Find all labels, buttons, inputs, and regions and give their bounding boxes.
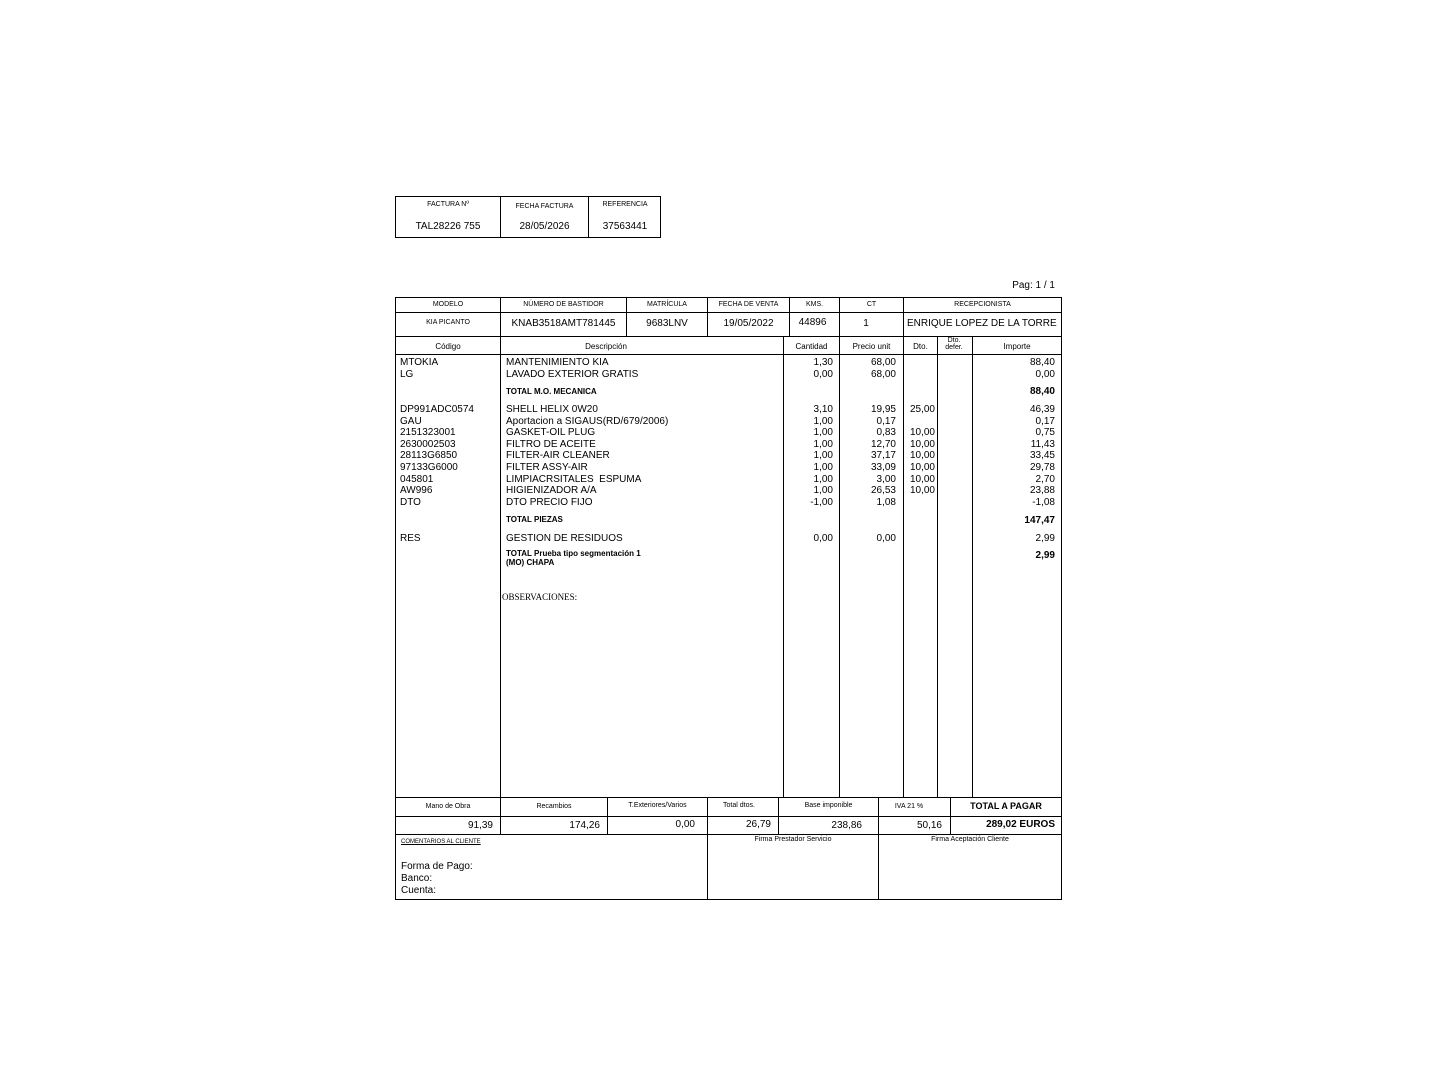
fecha-factura-label: FECHA FACTURA	[515, 203, 574, 210]
fecha-venta-value: 19/05/2022	[723, 318, 774, 329]
item-dto	[904, 497, 935, 509]
col-dto: Dto.	[913, 342, 928, 351]
referencia-label: REFERENCIA	[602, 201, 648, 208]
labor-descs	[506, 357, 638, 380]
item-qty: 1,00	[813, 415, 833, 427]
labor-prices	[840, 357, 896, 380]
item-code: 28113G6850	[400, 450, 458, 462]
modelo-label: MODELO	[432, 301, 464, 308]
item-dto: 10,00	[909, 427, 935, 439]
parts-descs	[506, 404, 668, 508]
col-importe: Importe	[1003, 342, 1031, 351]
referencia-value: 37563441	[602, 221, 648, 232]
factura-number: TAL28226 755	[415, 221, 481, 232]
total-other-label: TOTAL Prueba tipo segmentación 1	[506, 549, 641, 558]
comentarios-label: COMENTARIOS AL CLIENTE	[401, 839, 481, 845]
item-amount: 23,88	[1029, 485, 1055, 497]
item-amount: 0,17	[1035, 415, 1055, 427]
total-parts-amount: 147,47	[1024, 515, 1055, 526]
base-imponible-label: Base imponible	[804, 802, 853, 809]
col-descripcion: Descripción	[585, 342, 627, 351]
item-dto: 10,00	[909, 461, 935, 473]
item-amount: 29,78	[1029, 461, 1055, 473]
total-labor-label: TOTAL M.O. MECANICA	[506, 387, 597, 396]
item-desc: LAVADO EXTERIOR GRATIS	[506, 368, 639, 380]
matricula-value: 9683LNV	[646, 318, 688, 329]
item-qty: 1,00	[813, 473, 833, 485]
labor-qtys	[784, 357, 833, 380]
total-labor-amount: 88,40	[1029, 386, 1055, 397]
iva-label: IVA 21 %	[894, 803, 924, 810]
item-code: MTOKIA	[400, 357, 439, 368]
item-desc: FILTER-AIR CLEANER	[506, 450, 610, 462]
item-dto: 10,00	[909, 473, 935, 485]
firma-cliente: Firma Aceptación Cliente	[931, 836, 1009, 843]
banco: Banco:	[401, 873, 433, 884]
item-code: 97133G6000	[400, 461, 458, 473]
row-line	[395, 816, 1061, 817]
matricula-label: MATRÍCULA	[647, 301, 687, 308]
item-qty: 1,00	[813, 485, 833, 497]
parts-prices	[840, 404, 896, 508]
labor-amounts	[973, 357, 1055, 380]
item-code: AW996	[400, 485, 433, 497]
item-amount: 2,70	[1035, 473, 1055, 485]
factura-label: FACTURA Nº	[427, 201, 469, 208]
observaciones-label: OBSERVACIONES:	[502, 592, 578, 602]
col-cantidad: Cantidad	[795, 342, 828, 351]
item-code: GAU	[400, 415, 422, 427]
item-qty: 1,00	[813, 427, 833, 439]
item-price: 37,17	[870, 450, 896, 462]
col-line	[500, 336, 501, 797]
item-amount: -1,08	[1032, 496, 1055, 508]
item-dto: 10,00	[909, 485, 935, 497]
item-desc: Aportacion a SIGAUS(RD/679/2006)	[506, 415, 669, 427]
total-parts-label: TOTAL PIEZAS	[506, 515, 563, 524]
item-desc: GESTION DE RESIDUOS	[506, 533, 623, 544]
page-number: Pag: 1 / 1	[1012, 280, 1055, 291]
parts-qtys	[784, 404, 833, 508]
total-other-label: (MO) CHAPA	[506, 558, 555, 567]
parts-amounts	[973, 404, 1055, 508]
col-codigo: Código	[435, 342, 461, 351]
col-precio: Precio unit	[852, 342, 891, 351]
item-qty: 1,00	[813, 438, 833, 450]
item-qty: 1,00	[813, 461, 833, 473]
item-qty: 0,00	[813, 368, 833, 380]
col-dto-defer: Dto. defer.	[945, 337, 963, 351]
kms-label: KMS.	[805, 301, 824, 308]
labor-codes	[400, 357, 438, 380]
cuenta: Cuenta:	[401, 885, 437, 896]
item-desc: HIGIENIZADOR A/A	[506, 485, 597, 497]
col-line	[937, 336, 938, 797]
bastidor-label: NÚMERO DE BASTIDOR	[523, 301, 604, 308]
total-dtos-value: 26,79	[745, 819, 771, 830]
item-desc: FILTER ASSY-AIR	[506, 461, 588, 473]
item-code: LG	[400, 368, 414, 380]
fecha-venta-label: FECHA DE VENTA	[718, 301, 779, 308]
item-dto: 10,00	[909, 438, 935, 450]
item-amount: 88,40	[1029, 357, 1055, 368]
item-amount: 11,43	[1030, 438, 1055, 450]
item-code: RES	[400, 533, 421, 544]
item-price: 12,70	[870, 438, 896, 450]
bastidor-value: KNAB3518AMT781445	[511, 318, 616, 329]
item-dto: 25,00	[909, 404, 935, 415]
exteriores-label: T.Exteriores/Varios	[628, 802, 687, 809]
recambios-value: 174,26	[569, 820, 600, 831]
item-price: 33,09	[870, 461, 896, 473]
ct-value: 1	[863, 318, 869, 329]
row-line	[395, 797, 1061, 798]
kms-value: 44896	[798, 317, 827, 328]
item-qty: 0,00	[813, 533, 833, 544]
total-a-pagar-value: 289,02 EUROS	[986, 819, 1055, 830]
item-desc: MANTENIMIENTO KIA	[506, 357, 609, 368]
item-qty: 1,00	[813, 450, 833, 462]
item-price: 19,95	[870, 404, 896, 415]
item-code: 2151323001	[400, 427, 456, 439]
item-price: 3,00	[876, 473, 896, 485]
parts-codes	[400, 404, 474, 508]
item-code: 2630002503	[400, 438, 456, 450]
item-code: DTO	[400, 496, 421, 508]
fecha-factura-value: 28/05/2026	[519, 221, 570, 232]
total-dtos-label: Total dtos.	[723, 802, 755, 809]
item-amount: 0,00	[1035, 368, 1055, 380]
item-desc: LIMPIACRSITALES ESPUMA	[506, 473, 642, 485]
item-code: DP991ADC0574	[400, 404, 474, 415]
item-amount: 0,75	[1035, 427, 1055, 439]
item-qty: 1,30	[813, 357, 833, 368]
item-price: 0,83	[876, 427, 896, 439]
mano-obra-label: Mano de Obra	[425, 803, 471, 810]
item-price: 0,00	[876, 533, 896, 544]
modelo-value: KIA PICANTO	[426, 319, 470, 326]
item-qty: 3,10	[813, 404, 833, 415]
mano-obra-value: 91,39	[467, 820, 493, 831]
recambios-label: Recambios	[536, 803, 572, 810]
row-line	[395, 312, 1061, 313]
item-dto	[904, 416, 935, 428]
recepcionista-value: ENRIQUE LOPEZ DE LA TORRE	[907, 318, 1057, 329]
item-amount: 2,99	[1035, 533, 1055, 544]
ct-label: CT	[866, 301, 877, 308]
base-imponible-value: 238,86	[831, 820, 862, 831]
parts-dtos	[904, 404, 935, 508]
row-line	[395, 354, 1061, 355]
forma-pago: Forma de Pago:	[401, 861, 473, 872]
item-desc: SHELL HELIX 0W20	[506, 404, 598, 415]
firma-prestador: Firma Prestador Servicio	[754, 836, 832, 843]
item-price: 0,17	[876, 415, 896, 427]
col-line	[878, 834, 879, 900]
exteriores-value: 0,00	[675, 819, 695, 830]
item-price: 26,53	[870, 485, 896, 497]
col-line	[707, 834, 708, 900]
total-a-pagar-label: TOTAL A PAGAR	[970, 801, 1042, 811]
item-dto: 10,00	[909, 450, 935, 462]
iva-value: 50,16	[916, 820, 942, 831]
item-desc: FILTRO DE ACEITE	[506, 438, 596, 450]
item-price: 68,00	[870, 357, 896, 368]
item-desc: GASKET-OIL PLUG	[506, 427, 596, 439]
row-line	[395, 834, 1061, 835]
item-qty: -1,00	[810, 496, 833, 508]
item-amount: 46,39	[1029, 404, 1055, 415]
item-desc: DTO PRECIO FIJO	[506, 496, 593, 508]
total-other-amount: 2,99	[1035, 550, 1055, 561]
item-price: 68,00	[870, 368, 896, 380]
item-code: 045801	[400, 473, 434, 485]
recepcionista-label: RECEPCIONISTA	[954, 301, 1011, 308]
item-price: 1,08	[876, 496, 896, 508]
item-amount: 33,45	[1029, 450, 1055, 462]
